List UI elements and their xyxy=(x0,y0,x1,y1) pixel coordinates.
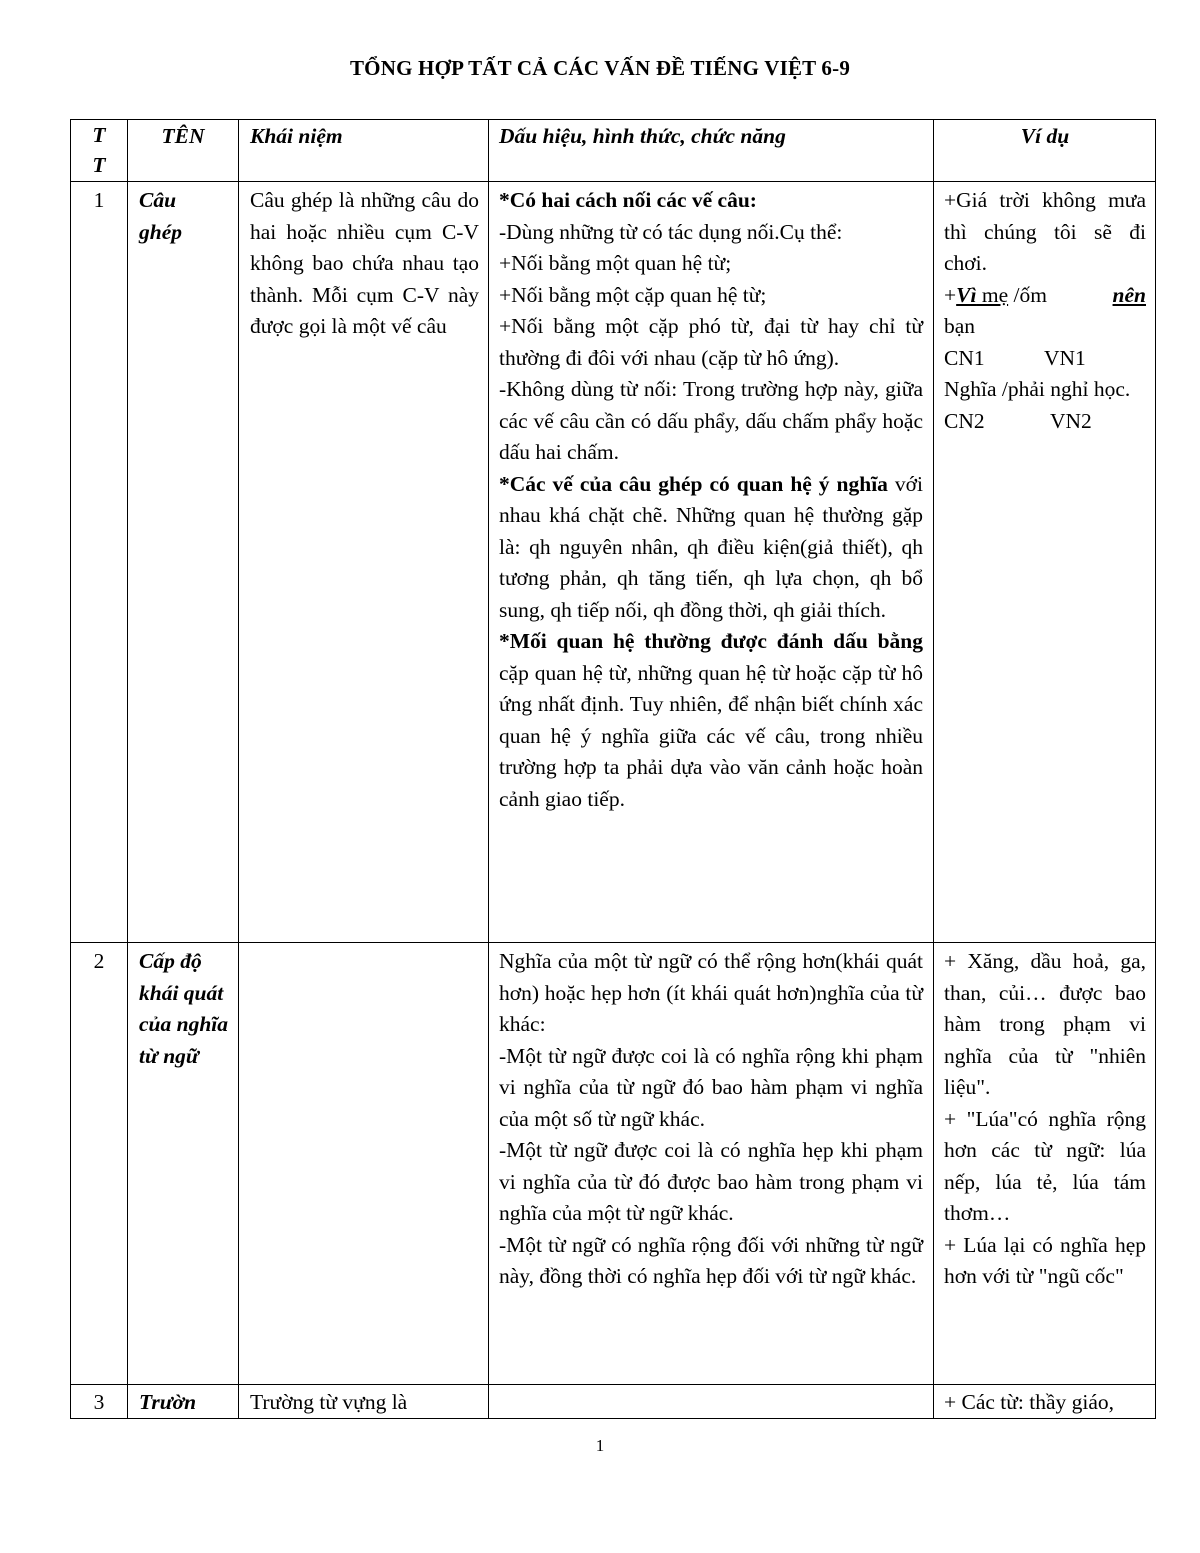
row1-vi-du-e3: Nghĩa /phải nghỉ học. xyxy=(944,377,1131,401)
row1-dau-hieu-p6 xyxy=(499,469,923,627)
row1-vi-du-me: mẹ xyxy=(976,282,1009,307)
row1-khai-niem: Câu ghép là những câu do hai hoặc nhiều cụm C-V không bao chứa nhau tạo thành. Mỗi cụm C-V này được gọi là một vế câu xyxy=(250,188,479,338)
row1-dau-hieu-p3: +Nối bằng một cặp quan hệ từ; xyxy=(499,282,767,307)
row1-dau-hieu-h3-bold: *Mối quan hệ thường được đánh dấu bằng xyxy=(499,629,923,653)
row1-vi-du-vn1: VN1 xyxy=(1044,345,1086,370)
row2-ten: Cấp độ khái quát của nghĩa từ ngữ xyxy=(139,949,229,1068)
column-divider xyxy=(488,120,489,1418)
row1-vi-du-vn2: VN2 xyxy=(1050,408,1092,433)
row1-vi-du-cn2-vn2 xyxy=(944,406,1146,438)
summary-table xyxy=(70,119,1156,1419)
header-ten: TÊN xyxy=(161,124,205,148)
column-divider xyxy=(933,120,934,1418)
header-tt-text: T T xyxy=(92,123,106,177)
row2-vi-du xyxy=(944,946,1146,1293)
row1-vi-du-e2 xyxy=(944,280,1146,343)
header-tt xyxy=(71,120,127,180)
row-divider xyxy=(71,181,1155,182)
row-divider xyxy=(71,942,1155,943)
row1-tt: 1 xyxy=(93,188,105,212)
row2-vi-du-e2: + "Lúa"có nghĩa rộng hơn các từ ngữ: lúa nếp, lúa tẻ, lúa tám thơm… xyxy=(944,1106,1146,1225)
header-dau-hieu: Dấu hiệu, hình thức, chức năng xyxy=(499,124,786,148)
column-divider xyxy=(127,120,128,1418)
row2-dau-hieu-p4: -Một từ ngữ có nghĩa rộng đối với những từ ngữ này, đồng thời có nghĩa hẹp đối với từ ngữ khác. xyxy=(499,1232,923,1288)
row1-vi-du-cn2: CN2 xyxy=(944,408,985,433)
header-khai-niem: Khái niệm xyxy=(250,124,343,148)
row1-dau-hieu-h3-rest: cặp quan hệ từ, những quan hệ từ hoặc cặp từ hô ứng nhất định. Tuy nhiên, để nhận biết chính xác quan hệ ý nghĩa giữa các vế câu, trong nhiều trường hợp ta phải dựa vào văn cảnh hoặc hoàn cảnh giao tiếp. xyxy=(499,660,923,811)
row1-ten: Câu ghép xyxy=(139,188,182,244)
row1-dau-hieu-p7 xyxy=(499,626,923,815)
row2-vi-du-e3: + Lúa lại có nghĩa hẹp hơn với từ "ngũ cốc" xyxy=(944,1232,1146,1288)
row1-vi-du-ban: bạn xyxy=(944,314,976,338)
row-divider xyxy=(71,1384,1155,1385)
row1-vi-du-nen: nên xyxy=(1112,282,1146,307)
row1-dau-hieu-heading1: *Có hai cách nối các vế câu: xyxy=(499,188,757,212)
column-divider xyxy=(238,120,239,1418)
document-title: TỔNG HỢP TẤT CẢ CÁC VẤN ĐỀ TIẾNG VIỆT 6-9 xyxy=(349,56,851,80)
row1-dau-hieu-h2-rest: với nhau khá chặt chẽ. Những quan hệ thường gặp là: qh nguyên nhân, qh điều kiện(giả thiết), qh tương phản, qh tăng tiến, qh lựa chọn, qh bổ sung, qh tiếp nối, qh đồng thời, qh giải thích. xyxy=(499,471,924,622)
row1-dau-hieu-p4: +Nối bằng một cặp phó từ, đại từ hay chỉ từ thường đi đôi với nhau (cặp từ hô ứng). xyxy=(499,314,923,370)
row1-vi-du-plus: + xyxy=(944,282,957,307)
row2-tt: 2 xyxy=(93,949,105,973)
row1-dau-hieu-h2-bold: *Các vế của câu ghép có quan hệ ý nghĩa xyxy=(499,471,888,496)
page-number: 1 xyxy=(595,1436,605,1455)
row1-vi-du-e1: +Giá trời không mưa thì chúng tôi sẽ đi chơi. xyxy=(944,188,1146,275)
row1-vi-du-cn1: CN1 xyxy=(944,345,985,370)
row2-dau-hieu-p1: Nghĩa của một từ ngữ có thể rộng hơn(khái quát hơn) hoặc hẹp hơn (ít khái quát hơn)nghĩa của từ khác: xyxy=(499,949,923,1036)
row1-dau-hieu xyxy=(499,185,923,815)
row1-dau-hieu-p2: +Nối bằng một quan hệ từ; xyxy=(499,251,732,275)
row1-vi-du-om: /ốm xyxy=(1008,282,1047,307)
row1-vi-du-cn1-vn1 xyxy=(944,343,1146,375)
row2-vi-du-e1: + Xăng, dầu hoả, ga, than, củi… được bao hàm trong phạm vi nghĩa của từ "nhiên liệu". xyxy=(944,949,1146,1099)
row2-dau-hieu-p2: -Một từ ngữ được coi là có nghĩa rộng khi phạm vi nghĩa của từ ngữ đó bao hàm phạm vi nghĩa của một số từ ngữ khác. xyxy=(499,1043,923,1131)
row1-vi-du-vi: Vì xyxy=(956,282,977,307)
row2-dau-hieu xyxy=(499,946,923,1293)
header-vi-du: Ví dụ xyxy=(1020,124,1070,148)
row3-khai-niem: Trường từ vựng là xyxy=(250,1390,408,1414)
row3-ten: Trườn xyxy=(139,1390,197,1414)
row1-dau-hieu-p1: -Dùng những từ có tác dụng nối.Cụ thể: xyxy=(499,219,843,244)
row3-vi-du: + Các từ: thầy giáo, xyxy=(944,1390,1115,1414)
row3-tt: 3 xyxy=(93,1390,105,1414)
row1-dau-hieu-p5: -Không dùng từ nối: Trong trường hợp này, giữa các vế câu cần có dấu phẩy, dấu chấm phẩy hoặc dấu hai chấm. xyxy=(499,377,923,464)
row1-vi-du xyxy=(944,185,1146,437)
row2-dau-hieu-p3: -Một từ ngữ được coi là có nghĩa hẹp khi phạm vi nghĩa của từ đó được bao hàm trong phạm vi nghĩa của một từ ngữ khác. xyxy=(499,1138,923,1225)
